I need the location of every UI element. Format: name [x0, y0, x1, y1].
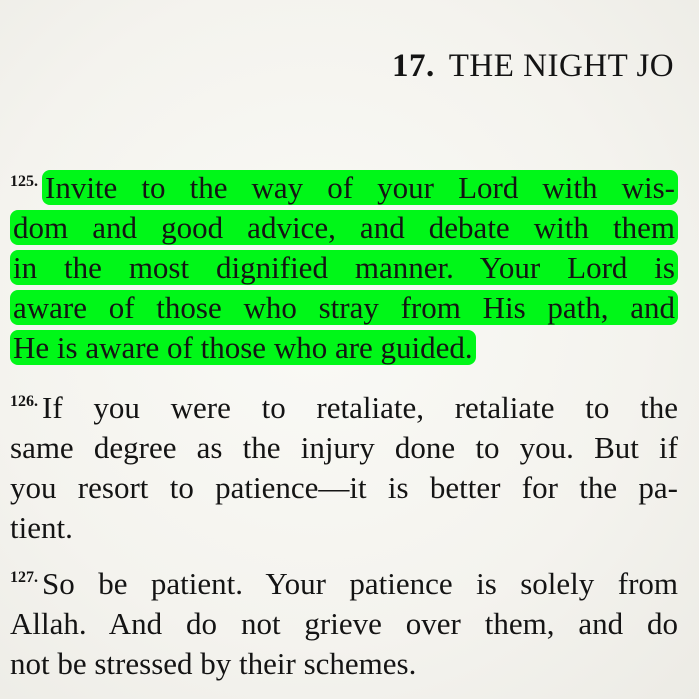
verse-text: If you were to retaliate, retaliate to the [42, 390, 678, 425]
highlighted-text: aware of those who stray from His path, and [10, 290, 678, 325]
verse-line: not be stressed by their schemes. [10, 646, 417, 681]
verse-125 [10, 162, 678, 368]
highlighted-text: He is aware of those who are guided. [10, 330, 476, 365]
page-header [392, 48, 674, 85]
highlighted-text: dom and good advice, and debate with them [10, 210, 678, 245]
verse-line [10, 382, 678, 428]
highlighted-text: Invite to the way of your Lord with wis- [42, 170, 678, 205]
verse-126 [10, 382, 678, 548]
verse-line [10, 208, 678, 248]
highlighted-text: in the most dignified manner. Your Lord is [10, 250, 678, 285]
verse-line: tient. [10, 510, 73, 545]
verse-line [10, 288, 678, 328]
verse-line: you resort to patience—it is better for the pa- [10, 470, 678, 505]
verse-line: same degree as the injury done to you. But if [10, 430, 678, 465]
chapter-number: 17. [392, 48, 435, 84]
verse-number: 127. [10, 569, 38, 586]
verse-127 [10, 558, 678, 684]
chapter-title: THE NIGHT JO [448, 48, 675, 84]
verse-line [10, 248, 678, 288]
verse-line: Allah. And do not grieve over them, and do [10, 606, 678, 641]
verse-number: 126. [10, 393, 38, 410]
verse-number: 125. [10, 173, 38, 190]
verse-text: So be patient. Your patience is solely from [42, 566, 678, 601]
verse-line [10, 558, 678, 604]
verse-line [10, 162, 678, 208]
verse-line [10, 328, 678, 368]
